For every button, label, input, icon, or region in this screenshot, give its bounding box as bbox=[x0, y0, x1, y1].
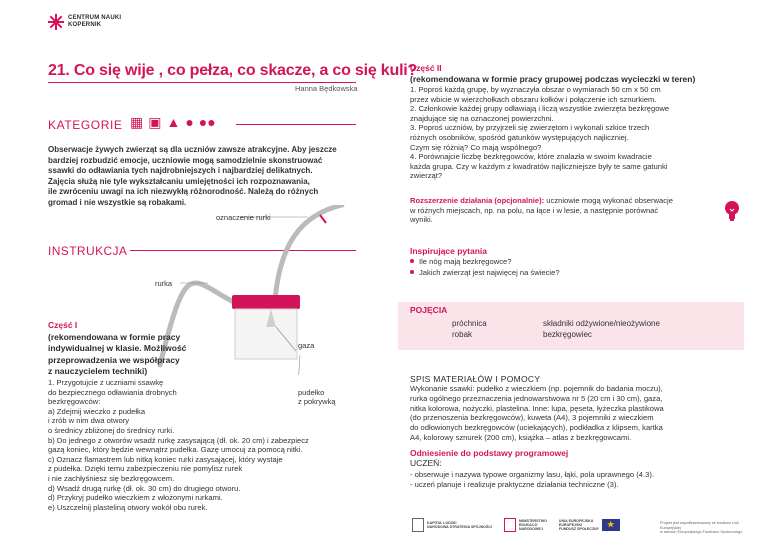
tree-icon: ▲ bbox=[166, 114, 181, 130]
kapital-ludzki-logo bbox=[412, 516, 492, 534]
step-line: i zrób w nim dwa otwory bbox=[48, 416, 130, 426]
footer-note-line: w ramach Europejskiego Funduszu Społecznego bbox=[660, 530, 743, 535]
materials-line: do odłowionych bezkręgowców (uciekających), podkładka z klipsem, kartka bbox=[410, 423, 663, 433]
extension-label: Rozszerzenie działania (opcjonalnie): bbox=[410, 196, 545, 205]
part1-steps bbox=[48, 378, 368, 512]
label-tube-mark: oznaczenie rurki bbox=[216, 213, 271, 222]
step-line: Czym się różnią? Co mają wspólnego? bbox=[410, 142, 542, 152]
materials-title: SPIS MATERIAŁÓW I POMOCY bbox=[410, 374, 541, 384]
question-text: Ile nóg mają bezkręgowce? bbox=[419, 257, 512, 266]
concepts-col-2 bbox=[543, 318, 660, 340]
logo-text: UNIA EUROPEJSKA bbox=[558, 519, 594, 523]
page-title: 21. Co się wije , co pełza, co skacze, a co się kuli? bbox=[48, 62, 418, 79]
eagle-icon bbox=[504, 518, 516, 532]
materials-line: (do przenoszenia bezkręgowców), kuweta (A4), 3 pojemniki z wieczkiem bbox=[410, 413, 654, 423]
step-line: każda grupa. Czy w każdym z kwadratów najliczniejsze były te same gatunki bbox=[410, 161, 668, 171]
category-icons bbox=[130, 114, 216, 130]
part2-title: Część II bbox=[410, 63, 442, 73]
step-line: d) Przykryj pudełko wieczkiem z włożonymi rurkami. bbox=[48, 493, 223, 503]
materials-text bbox=[410, 384, 750, 443]
tube-mark bbox=[320, 215, 326, 223]
extension-text: wyniki. bbox=[410, 215, 433, 225]
categories-label: KATEGORIE bbox=[48, 118, 123, 132]
logo-text: FUNDUSZ SPOŁECZNY bbox=[558, 527, 600, 531]
concepts-label: POJĘCIA bbox=[410, 305, 448, 315]
intro-line: gromad i nie wszystkie są robakami. bbox=[48, 197, 187, 207]
concept-term: próchnica bbox=[452, 319, 487, 328]
concepts-col-1 bbox=[452, 318, 487, 340]
step-line: do bezpiecznego odławiania drobnych bbox=[48, 387, 177, 397]
inspiring-title: Inspirujące pytania bbox=[410, 246, 487, 256]
step-line: gazą koniec, który będzie wewnątrz pudełka. Gazę umocuj za pomocą nitki. bbox=[48, 445, 303, 455]
part1-subtitle-line: z nauczycielem techniki) bbox=[48, 366, 148, 376]
extension-text: w różnych miejscach, np. na polu, na łące i w lesie, a następnie porównać bbox=[410, 205, 659, 215]
concept-term: bezkręgowiec bbox=[543, 330, 592, 339]
classroom-icon: ▣ bbox=[148, 114, 162, 130]
step-line: 4. Porównajcie liczbę bezkręgowców, które znalazła w swoim kwadracie bbox=[410, 152, 652, 162]
bullet-icon bbox=[410, 270, 414, 274]
concept-term: robak bbox=[452, 330, 473, 339]
intro-line: ile zwróceniu uwagi na ich niezwykłą różnorodność. Należą do różnych bbox=[48, 187, 319, 197]
intro-line: bardziej rozbudzić emocje, uczniowie mogą samodzielnie skonstruować bbox=[48, 155, 323, 165]
step-line: i nie zachłyśniesz się bezkręgowcem. bbox=[48, 473, 175, 483]
inspiring-list bbox=[410, 257, 560, 278]
step-line: przez wbicie w wierzchołkach obszaru kołków i połączenie ich sznurkiem. bbox=[410, 94, 657, 104]
person-icon: ● bbox=[185, 114, 194, 130]
calendar-icon: ▦ bbox=[130, 114, 144, 130]
logo-text: KAPITAŁ LUDZKI bbox=[427, 521, 457, 525]
step-line: 1. Przygotujcie z uczniami ssawkę bbox=[48, 378, 164, 387]
materials-line: A4, kolorowy sznurek (200 cm), książka – atlas z bezkręgowcami. bbox=[410, 432, 632, 442]
program-title: Odniesienie do podstawy programowej bbox=[410, 448, 569, 458]
part2-steps bbox=[410, 85, 740, 181]
intro-line: Obserwacje żywych zwierząt są dla uczniów zawsze atrakcyjne. Aby jeszcze bbox=[48, 145, 337, 154]
step-line: zwierząt? bbox=[410, 171, 443, 181]
step-line: 3. Poproś uczniów, by przyjrzeli się zwierzętom i wykonali szkice trzech bbox=[410, 123, 650, 133]
extension bbox=[410, 196, 728, 225]
step-line: różnych osobników, spośród gatunków występujących najliczniej. bbox=[410, 132, 629, 142]
question-text: Jakich zwierząt jest najwięcej na świecie? bbox=[419, 267, 560, 277]
program-list bbox=[410, 470, 654, 490]
part1-subtitle-line: przeprowadzenia we współpracy bbox=[48, 354, 180, 365]
intro-line: ssawki do odławiania tych najdrobniejszych i najbardziej delikatnych. bbox=[48, 166, 313, 176]
step-line: znajdujące się na oznaczonej powierzchni. bbox=[410, 113, 554, 123]
program-line: - uczeń planuje i realizuje praktyczne działania techniczne (3). bbox=[410, 479, 619, 489]
bullet-icon bbox=[410, 259, 414, 263]
part1-title: Część I bbox=[48, 320, 78, 330]
logo-text bbox=[68, 15, 121, 29]
leader-box bbox=[298, 355, 300, 375]
materials-line: Wykonanie ssawki: pudełko z wieczkiem (np. pojemnik do badania moczu), bbox=[410, 384, 663, 393]
list-item bbox=[410, 257, 560, 268]
logo-line-2: KOPERNIK bbox=[68, 22, 102, 28]
part2-subtitle: (rekomendowana w formie pracy grupowej podczas wycieczki w teren) bbox=[410, 74, 696, 84]
author: Hanna Będkowska bbox=[295, 84, 358, 93]
footer-note-line: Projekt jest współfinansowany ze środków Unii Europejskiej bbox=[660, 521, 739, 530]
step-line: bezkręgowców: bbox=[48, 397, 101, 407]
men-logo bbox=[504, 516, 547, 534]
logo-text: NARODOWA STRATEGIA SPÓJNOŚCI bbox=[427, 525, 492, 529]
footer-logos bbox=[412, 516, 620, 534]
eu-flag-icon bbox=[602, 519, 620, 531]
title-divider bbox=[48, 82, 356, 83]
part1-subtitle-line: (rekomendowana w formie pracy bbox=[48, 331, 181, 342]
logo-line-1: CENTRUM NAUKI bbox=[68, 15, 122, 21]
people-icon: ●● bbox=[198, 114, 216, 130]
step-line: e) Uszczelnij plasteliną otwory wokół obu rurek. bbox=[48, 502, 208, 512]
step-line: 2. Członkowie każdej grupy odławiają i liczą wszystkie zwierzęta bezkręgowe bbox=[410, 104, 670, 114]
box-lid bbox=[232, 295, 300, 309]
step-line: 1. Poproś każdą grupę, by wyznaczyła obszar o wymiarach 50 cm x 50 cm bbox=[410, 85, 661, 94]
logo-text: MINISTERSTWO bbox=[518, 519, 547, 523]
kapital-ludzki-icon bbox=[412, 518, 424, 532]
step-line: z pudełka. Dzięki temu zabezpieczeniu nie pomylisz rurek bbox=[48, 464, 243, 474]
logo-text: EDUKACJI bbox=[518, 523, 538, 527]
instructions-label: INSTRUKCJA bbox=[48, 244, 128, 258]
logo bbox=[48, 14, 121, 30]
box-body bbox=[235, 309, 297, 359]
step-line: c) Oznacz flamastrem lub nitką koniec rurki zasysającej, który wystaje bbox=[48, 454, 283, 464]
eu-logo bbox=[559, 516, 620, 534]
materials-line: nitka kolorowa, nożyczki, plastelina. Inne: lupa, pęseta, łyżeczka plastikowa bbox=[410, 403, 664, 413]
step-line: a) Zdejmij wieczko z pudełka bbox=[48, 406, 146, 416]
step-line: o średnicy zbliżonej do średnicy rurki. bbox=[48, 425, 175, 435]
program-line: - obserwuje i nazywa typowe organizmy lasu, łąki, pola uprawnego (4.3). bbox=[410, 470, 654, 479]
logo-text: NARODOWEJ bbox=[518, 527, 543, 531]
part1-subtitle-line: indywidualnej w klasie. Możliwość bbox=[48, 343, 187, 353]
step-line: d) Wsadź drugą rurkę (dł. ok. 30 cm) do drugiego otworu. bbox=[48, 483, 241, 493]
materials-line: rurka ogólnego przeznaczenia jednowarstwowa nr 5 (20 cm i 30 cm), gaza, bbox=[410, 393, 663, 403]
program-subtitle: UCZEŃ: bbox=[410, 458, 442, 468]
label-tube: rurka bbox=[155, 279, 173, 288]
label-gauze: gaza bbox=[298, 341, 315, 350]
label-box-line-1: pudełko bbox=[298, 388, 325, 397]
intro-line: Zajęcia służą nie tyle wykształcaniu umiejętności ich rozpoznawania, bbox=[48, 176, 310, 186]
label-box-line-2: z pokrywką bbox=[298, 397, 336, 406]
concept-term: składniki odżywione/nieożywione bbox=[543, 319, 660, 328]
tube-long bbox=[275, 205, 342, 300]
intro-text bbox=[48, 145, 368, 209]
part1-header bbox=[48, 320, 208, 378]
logo-star-icon bbox=[48, 14, 64, 30]
lightbulb-icon bbox=[724, 200, 740, 222]
list-item bbox=[410, 268, 560, 279]
logo-text: EUROPEJSKI bbox=[558, 523, 583, 527]
step-line: b) Do jednego z otworów wsadź rurkę zasysającą (dł. ok. 20 cm) i zabezpiecz bbox=[48, 435, 309, 445]
footer-note bbox=[660, 521, 750, 535]
extension-text: uczniowie mogą wykonać obserwacje bbox=[544, 196, 673, 205]
categories-divider bbox=[236, 124, 356, 125]
